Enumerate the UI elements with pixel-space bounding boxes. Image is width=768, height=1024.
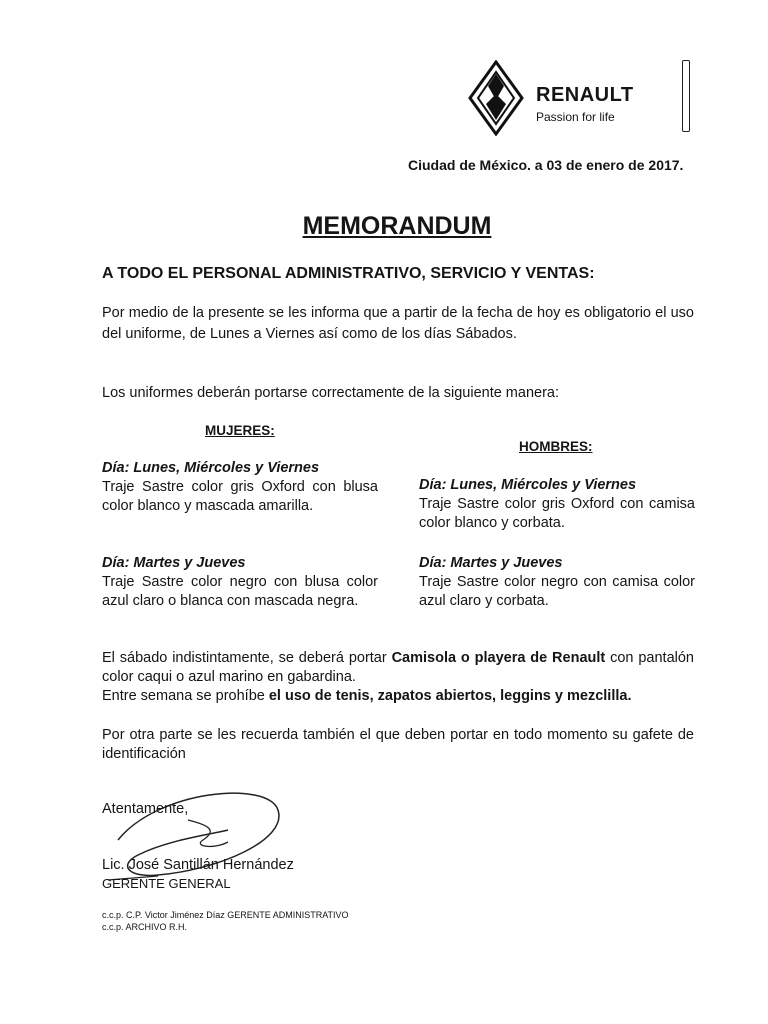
women-heading: MUJERES: [205, 423, 275, 438]
brand-name: RENAULT [536, 84, 634, 106]
signer-role: GERENTE GENERAL [102, 876, 231, 891]
brand-tagline: Passion for life [536, 110, 615, 124]
memo-recipients: A TODO EL PERSONAL ADMINISTRATIVO, SERVICIO Y VENTAS: [102, 265, 595, 282]
signer-name: Lic. José Santillán Hernández [102, 857, 294, 873]
reminder-paragraph: Por otra parte se les recuerda también el que deben portar en todo momento su gafete de identificación [102, 727, 694, 762]
men-day2-text: Traje Sastre color negro con camisa color azul claro y corbata. [419, 574, 695, 609]
men-day1-text: Traje Sastre color gris Oxford con camisa color blanco y corbata. [419, 496, 695, 531]
men-day1-label: Día: Lunes, Miércoles y Viernes [419, 477, 637, 493]
women-day2-text: Traje Sastre color negro con blusa color azul claro o blanca con mascada negra. [102, 574, 378, 609]
weekday-bold: el uso de tenis, zapatos abiertos, leggins y mezclilla. [268, 688, 632, 704]
copy-line-1: c.c.p. C.P. Victor Jiménez Díaz GERENTE ADMINISTRATIVO [102, 910, 349, 920]
renault-diamond-icon [466, 60, 526, 136]
instructions-paragraph: Los uniformes deberán portarse correctamente de la siguiente manera: [102, 385, 560, 401]
date-line: Ciudad de México. a 03 de enero de 2017. [408, 157, 684, 173]
women-day1-text: Traje Sastre color gris Oxford con blusa color blanco y mascada amarilla. [102, 479, 378, 514]
women-weekday-block [102, 459, 378, 516]
closing: Atentamente, [102, 801, 189, 817]
women-day2-label: Día: Martes y Jueves [102, 555, 246, 571]
women-tuethu-block [102, 554, 378, 611]
saturday-text-2: con pantalón color caqui o azul marino en gabardina. [102, 650, 694, 685]
intro-paragraph: Por medio de la presente se les informa que a partir de la fecha de hoy es obligatorio el uso del uniforme, de Lunes a Viernes así como de los días Sábados. [102, 305, 694, 342]
renault-logo [466, 60, 696, 140]
women-day1-label: Día: Lunes, Miércoles y Viernes [102, 460, 320, 476]
saturday-text-1: El sábado indistintamente, se deberá portar [102, 650, 392, 666]
saturday-bold-1: Camisola o playera de Renault [391, 650, 606, 666]
men-tuethu-block [419, 554, 695, 611]
page-edge-mark [682, 60, 690, 132]
saturday-paragraph [102, 649, 694, 706]
copy-line-2: c.c.p. ARCHIVO R.H. [102, 922, 188, 932]
men-day2-label: Día: Martes y Jueves [419, 555, 563, 571]
men-weekday-block [419, 476, 695, 533]
men-heading: HOMBRES: [519, 439, 593, 454]
weekday-text: Entre semana se prohíbe [102, 688, 269, 704]
memo-title: MEMORANDUM [302, 212, 492, 240]
